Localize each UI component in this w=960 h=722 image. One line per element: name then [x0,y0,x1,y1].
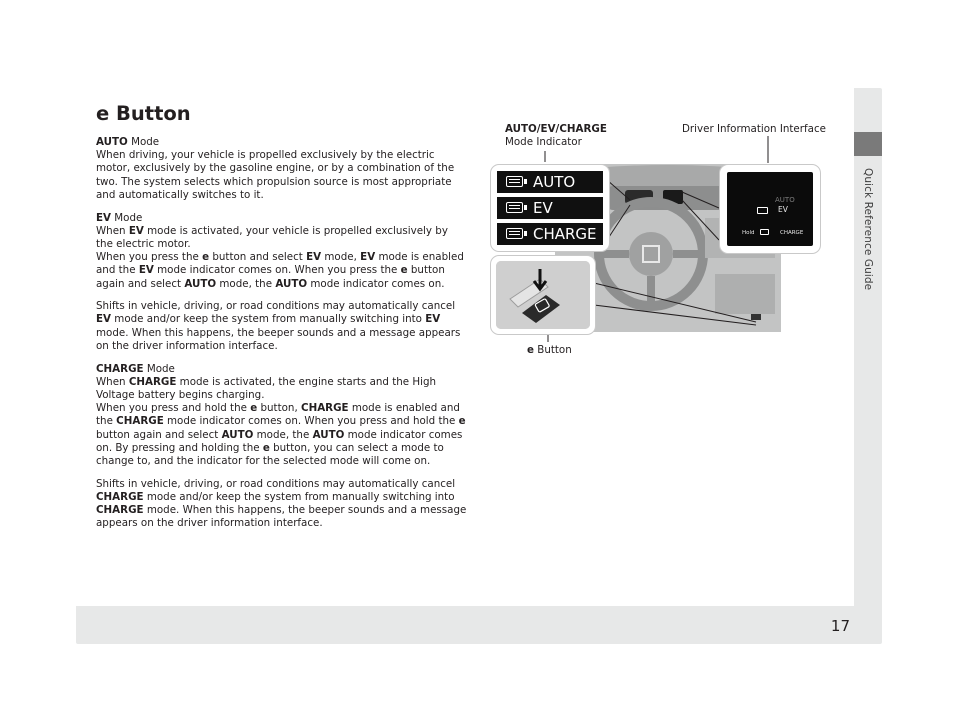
text-run: button and select [209,251,307,264]
driver-information-interface-panel [719,164,821,254]
dii-callout: Driver Information Interface [682,123,826,135]
battery-icon [506,176,523,187]
e-button-inset [490,255,596,335]
text-run-bold: EV [360,251,376,264]
text-run-bold: AUTO [275,277,308,290]
text-run-bold: CHARGE [116,415,164,428]
text-run-bold: CHARGE [301,402,349,415]
dii-charge-label: CHARGE [780,230,804,236]
text-run: button again and select [96,428,222,441]
text-run: mode indicator comes on. [307,277,445,290]
text-run-bold: e [458,415,466,428]
mode-indicator-panel [490,164,610,252]
text-run: button, [257,402,302,415]
battery-icon [506,202,523,213]
text-run: Shifts in vehicle, driving, or road conditions may automatically cancel [96,300,456,313]
text-run: When [96,375,129,388]
charge-mode-indicator [497,223,603,245]
text-run: When you press the [96,251,203,264]
leader-button-diagonal [594,283,756,322]
text-run: mode, [321,251,361,264]
text-run: When [96,224,129,237]
text-run: mode is activated, your vehicle is propelled exclusively by the electric motor. [96,224,448,250]
text-run: button again and select [96,264,445,290]
text-run-bold: e [400,264,408,277]
ev-mode-label: EV [533,199,553,217]
text-run-bold: EV [425,313,441,326]
text-run: button, you can select a mode to change to, and the indicator for the selected mode will come on. [96,441,444,467]
text-run-bold: CHARGE [128,375,177,388]
text-run-bold: CHARGE [96,490,144,503]
text-run-bold: EV [138,264,154,277]
auto-mode-indicator [497,171,603,193]
text-run-bold: AUTO [312,428,345,441]
page-title: e Button [96,102,191,125]
auto-mode-label: AUTO [533,173,576,191]
text-run-bold: CHARGE [96,504,144,517]
callout-button-bold: e [527,344,534,356]
text-run: mode indicator comes on. By pressing and holding the [96,428,463,454]
battery-icon [760,229,769,235]
text-run-bold: EV [128,224,144,237]
battery-icon [757,207,768,214]
charge-mode-label: CHARGE [533,225,597,243]
text-run-bold: EV [306,251,322,264]
leader-mode-indicator-diagonal [607,180,630,200]
e-button-illustration [496,261,590,329]
callout-mode-rest: Mode Indicator [505,135,582,148]
section-label: Quick Reference Guide [862,168,874,291]
dii-hold-label: Hold [742,230,755,236]
text-run: mode. When this happens, the beeper sounds and a message appears on the driver information interface. [96,326,461,352]
text-run: mode is enabled and the [96,402,460,428]
ev-heading: EV [96,211,112,224]
text-run: mode, the [216,277,276,290]
text-run-bold: EV [96,313,112,326]
e-button-photo [496,261,590,329]
charge-heading-rest: Mode [143,362,175,375]
ev-heading-rest: Mode [111,211,143,224]
text-run-bold: AUTO [184,277,217,290]
text-run-bold: e [250,402,258,415]
dii-ev-label: EV [778,205,788,214]
battery-icon [506,228,523,239]
text-run-bold: e [202,251,210,264]
leader-mode-indicator-diagonal-2 [607,205,630,240]
text-run: mode is activated, the engine starts and the High Voltage battery begins charging. [96,375,437,401]
ev-mode-indicator [497,197,603,219]
text-run: mode is enabled and the [96,251,464,277]
text-run: mode and/or keep the system from manually switching into [143,490,455,503]
leader-button-diagonal-2 [594,305,756,325]
text-run: mode. When this happens, the beeper sounds and a message appears on the driver information interface. [96,504,467,530]
auto-heading-rest: Mode [127,136,160,148]
text-run: When you press and hold the [96,402,251,415]
text-run-bold: e [262,441,270,454]
text-run: mode indicator comes on. When you press and hold the [163,415,459,428]
charge-heading: CHARGE [96,362,144,375]
dii-screen [727,172,813,246]
callout-button-rest: Button [533,344,572,356]
text-run: mode indicator comes on. When you press the [153,264,401,277]
page-number: 17 [830,617,850,635]
text-run-bold: AUTO [221,428,254,441]
text-run: mode and/or keep the system from manually switching into [111,313,426,326]
callout-mode-bold: AUTO/EV/CHARGE [505,123,607,135]
text-run: Shifts in vehicle, driving, or road conditions may automatically cancel [96,477,456,490]
text-run: mode, the [253,428,313,441]
auto-body: When driving, your vehicle is propelled exclusively by the electric motor, exclusively by the gasoline engine, or by a combination of the two. The system selects which propulsion source is most appropriate and automatically switches to it. [96,149,455,201]
auto-heading: AUTO [96,136,128,148]
dii-auto-label: AUTO [775,196,795,204]
